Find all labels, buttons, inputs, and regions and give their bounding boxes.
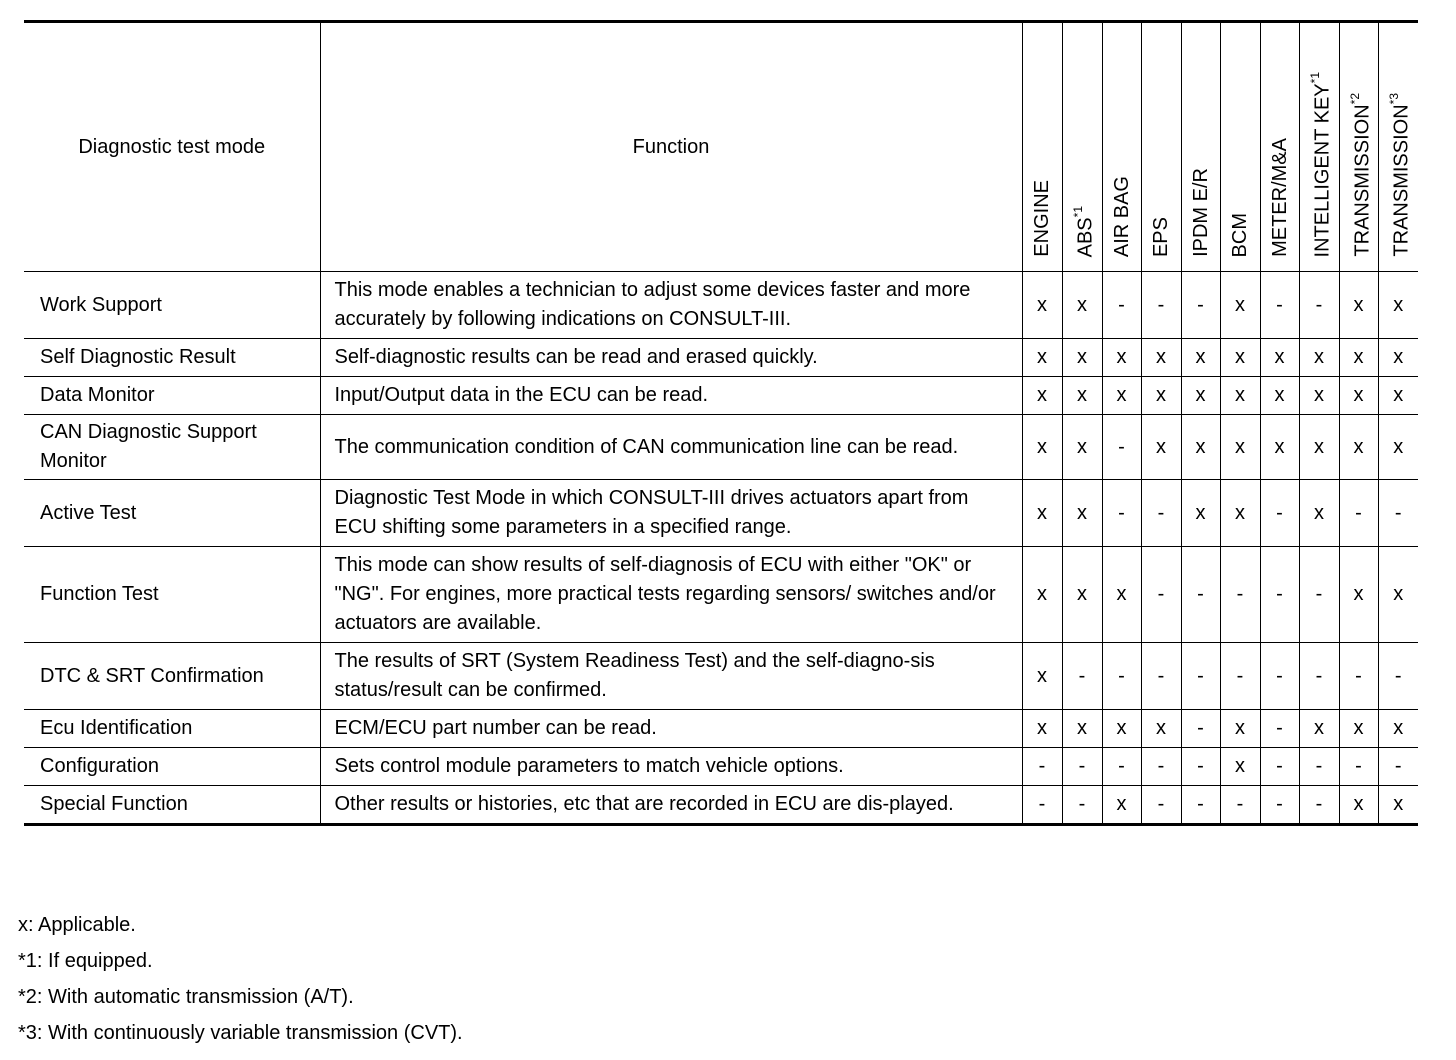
system-name: ENGINE	[1031, 180, 1053, 257]
function-cell: Input/Output data in the ECU can be read.	[320, 377, 1022, 415]
applicability-cell: x	[1299, 480, 1339, 547]
mode-cell: Function Test	[24, 547, 320, 643]
applicability-cell: x	[1022, 272, 1062, 339]
function-cell: The results of SRT (System Readiness Test) and the self-diagno-sis status/result can be confirmed.	[320, 643, 1022, 710]
applicability-cell: -	[1181, 547, 1220, 643]
applicability-cell: -	[1378, 748, 1418, 786]
applicability-cell: -	[1378, 480, 1418, 547]
applicability-cell: x	[1378, 272, 1418, 339]
applicability-cell: x	[1181, 339, 1220, 377]
applicability-cell: -	[1339, 748, 1378, 786]
applicability-cell: x	[1062, 415, 1102, 480]
applicability-cell: -	[1220, 547, 1260, 643]
table-row	[24, 415, 1418, 480]
applicability-cell: -	[1181, 643, 1220, 710]
applicability-cell: x	[1339, 415, 1378, 480]
diagnostic-table-container	[24, 20, 1418, 826]
applicability-cell: -	[1141, 786, 1181, 825]
applicability-cell: x	[1378, 786, 1418, 825]
applicability-cell: x	[1062, 339, 1102, 377]
applicability-cell: x	[1339, 339, 1378, 377]
applicability-cell: -	[1260, 547, 1299, 643]
footnote-line: *3: With continuously variable transmission (CVT).	[18, 1022, 463, 1044]
applicability-cell: -	[1102, 643, 1141, 710]
function-cell: Sets control module parameters to match vehicle options.	[320, 748, 1022, 786]
applicability-cell: -	[1299, 272, 1339, 339]
mode-cell: Active Test	[24, 480, 320, 547]
applicability-cell: x	[1220, 748, 1260, 786]
applicability-cell: x	[1022, 339, 1062, 377]
applicability-cell: -	[1062, 643, 1102, 710]
applicability-cell: x	[1260, 339, 1299, 377]
applicability-cell: x	[1378, 710, 1418, 748]
applicability-cell: -	[1062, 786, 1102, 825]
applicability-cell: -	[1339, 643, 1378, 710]
applicability-cell: -	[1102, 480, 1141, 547]
applicability-cell: -	[1260, 786, 1299, 825]
system-name: TRANSMISSION	[1391, 104, 1414, 257]
applicability-cell: x	[1339, 377, 1378, 415]
system-column-label	[1150, 217, 1172, 257]
applicability-cell: -	[1299, 643, 1339, 710]
applicability-cell: x	[1339, 272, 1378, 339]
applicability-cell: -	[1299, 786, 1339, 825]
function-cell: Other results or histories, etc that are recorded in ECU are dis-played.	[320, 786, 1022, 825]
applicability-cell: -	[1141, 748, 1181, 786]
applicability-cell: x	[1022, 547, 1062, 643]
applicability-cell: x	[1299, 415, 1339, 480]
applicability-cell: -	[1141, 480, 1181, 547]
table-row	[24, 377, 1418, 415]
applicability-cell: x	[1378, 377, 1418, 415]
footnotes	[18, 908, 463, 1052]
system-column-header	[1378, 22, 1418, 272]
system-name: INTELLIGENT KEY	[1311, 82, 1334, 257]
system-column-header	[1062, 22, 1102, 272]
applicability-cell: -	[1181, 710, 1220, 748]
table-body	[24, 272, 1418, 825]
applicability-cell: -	[1062, 748, 1102, 786]
mode-cell: Self Diagnostic Result	[24, 339, 320, 377]
table-row	[24, 547, 1418, 643]
applicability-cell: x	[1102, 786, 1141, 825]
applicability-cell: -	[1260, 480, 1299, 547]
applicability-cell: x	[1339, 786, 1378, 825]
applicability-cell: -	[1102, 415, 1141, 480]
applicability-cell: x	[1299, 710, 1339, 748]
applicability-cell: x	[1220, 272, 1260, 339]
applicability-cell: -	[1339, 480, 1378, 547]
applicability-cell: x	[1102, 339, 1141, 377]
footnote-ref: *3	[1387, 93, 1402, 105]
system-column-label	[1344, 93, 1374, 257]
system-name: TRANSMISSION	[1351, 104, 1374, 257]
applicability-cell: x	[1022, 377, 1062, 415]
function-cell: Self-diagnostic results can be read and erased quickly.	[320, 339, 1022, 377]
footnote-ref: *1	[1071, 205, 1086, 217]
applicability-cell: x	[1378, 339, 1418, 377]
system-column-label	[1067, 206, 1097, 257]
system-column-label	[1304, 72, 1334, 257]
applicability-cell: x	[1141, 415, 1181, 480]
mode-cell: DTC & SRT Confirmation	[24, 643, 320, 710]
mode-column-header: Diagnostic test mode	[24, 22, 320, 272]
applicability-cell: -	[1141, 643, 1181, 710]
applicability-cell: x	[1022, 415, 1062, 480]
system-column-label	[1031, 180, 1053, 257]
mode-cell: Special Function	[24, 786, 320, 825]
table-row	[24, 710, 1418, 748]
applicability-cell: x	[1062, 272, 1102, 339]
system-name: IPDM E/R	[1189, 168, 1212, 257]
footnote-line: *2: With automatic transmission (A/T).	[18, 986, 354, 1008]
applicability-cell: x	[1339, 710, 1378, 748]
applicability-cell: x	[1141, 377, 1181, 415]
system-column-header	[1339, 22, 1378, 272]
footnote-ref: *2	[1347, 93, 1362, 105]
applicability-cell: x	[1022, 480, 1062, 547]
applicability-cell: x	[1062, 547, 1102, 643]
table-row	[24, 272, 1418, 339]
applicability-cell: x	[1181, 415, 1220, 480]
system-column-label	[1190, 168, 1212, 257]
system-name: METER/M&A	[1268, 138, 1291, 257]
system-name: EPS	[1150, 216, 1172, 257]
applicability-cell: x	[1181, 377, 1220, 415]
function-cell: This mode enables a technician to adjust some devices faster and more accurately by following indications on CONSULT-III.	[320, 272, 1022, 339]
mode-cell: Work Support	[24, 272, 320, 339]
applicability-cell: -	[1260, 748, 1299, 786]
table-row	[24, 748, 1418, 786]
system-column-header	[1181, 22, 1220, 272]
system-column-header	[1299, 22, 1339, 272]
applicability-cell: x	[1220, 339, 1260, 377]
applicability-cell: -	[1378, 643, 1418, 710]
system-column-label	[1383, 93, 1413, 257]
applicability-cell: x	[1022, 710, 1062, 748]
system-column-label	[1269, 138, 1291, 257]
applicability-cell: x	[1339, 547, 1378, 643]
applicability-cell: -	[1260, 710, 1299, 748]
applicability-cell: -	[1220, 643, 1260, 710]
footnote-ref: *1	[1308, 71, 1323, 83]
table-row	[24, 480, 1418, 547]
applicability-cell: x	[1141, 339, 1181, 377]
applicability-cell: -	[1141, 272, 1181, 339]
applicability-cell: -	[1220, 786, 1260, 825]
applicability-cell: x	[1022, 643, 1062, 710]
applicability-cell: x	[1299, 339, 1339, 377]
applicability-cell: x	[1181, 480, 1220, 547]
applicability-cell: -	[1181, 786, 1220, 825]
mode-cell: Ecu Identification	[24, 710, 320, 748]
system-column-header	[1102, 22, 1141, 272]
system-column-header	[1220, 22, 1260, 272]
applicability-cell: x	[1062, 377, 1102, 415]
applicability-cell: x	[1220, 710, 1260, 748]
applicability-cell: x	[1378, 415, 1418, 480]
applicability-cell: x	[1260, 377, 1299, 415]
applicability-cell: -	[1102, 748, 1141, 786]
system-name: ABS	[1074, 216, 1097, 257]
system-name: BCM	[1229, 212, 1251, 257]
applicability-cell: -	[1141, 547, 1181, 643]
applicability-cell: x	[1102, 377, 1141, 415]
applicability-cell: x	[1141, 710, 1181, 748]
applicability-cell: -	[1299, 547, 1339, 643]
applicability-cell: x	[1378, 547, 1418, 643]
applicability-cell: -	[1260, 643, 1299, 710]
function-column-header: Function	[320, 22, 1022, 272]
applicability-cell: -	[1181, 272, 1220, 339]
applicability-cell: x	[1220, 415, 1260, 480]
mode-cell: Configuration	[24, 748, 320, 786]
applicability-cell: -	[1299, 748, 1339, 786]
mode-cell: CAN Diagnostic Support Monitor	[24, 415, 320, 480]
system-name: AIR BAG	[1110, 175, 1133, 257]
applicability-cell: x	[1260, 415, 1299, 480]
applicability-cell: x	[1102, 710, 1141, 748]
applicability-cell: x	[1220, 377, 1260, 415]
diagnostic-mode-table	[24, 20, 1418, 826]
applicability-cell: x	[1299, 377, 1339, 415]
function-cell: The communication condition of CAN communication line can be read.	[320, 415, 1022, 480]
applicability-cell: x	[1102, 547, 1141, 643]
footnote-line: x: Applicable.	[18, 914, 136, 936]
applicability-cell: -	[1181, 748, 1220, 786]
applicability-cell: x	[1062, 480, 1102, 547]
function-cell: Diagnostic Test Mode in which CONSULT-III drives actuators apart from ECU shifting some parameters in a specified range.	[320, 480, 1022, 547]
applicability-cell: -	[1022, 786, 1062, 825]
table-row	[24, 643, 1418, 710]
applicability-cell: x	[1062, 710, 1102, 748]
applicability-cell: -	[1022, 748, 1062, 786]
table-row	[24, 339, 1418, 377]
applicability-cell: -	[1260, 272, 1299, 339]
system-column-header	[1260, 22, 1299, 272]
footnote-line: *1: If equipped.	[18, 950, 153, 972]
table-row	[24, 786, 1418, 825]
system-column-label	[1111, 176, 1133, 257]
function-cell: This mode can show results of self-diagnosis of ECU with either "OK" or "NG". For engines, more practical tests regarding sensors/ switches and/or actuators are available.	[320, 547, 1022, 643]
system-column-label	[1229, 213, 1251, 257]
applicability-cell: x	[1220, 480, 1260, 547]
table-header-row	[24, 22, 1418, 272]
system-column-header	[1141, 22, 1181, 272]
mode-cell: Data Monitor	[24, 377, 320, 415]
system-column-header	[1022, 22, 1062, 272]
function-cell: ECM/ECU part number can be read.	[320, 710, 1022, 748]
applicability-cell: -	[1102, 272, 1141, 339]
